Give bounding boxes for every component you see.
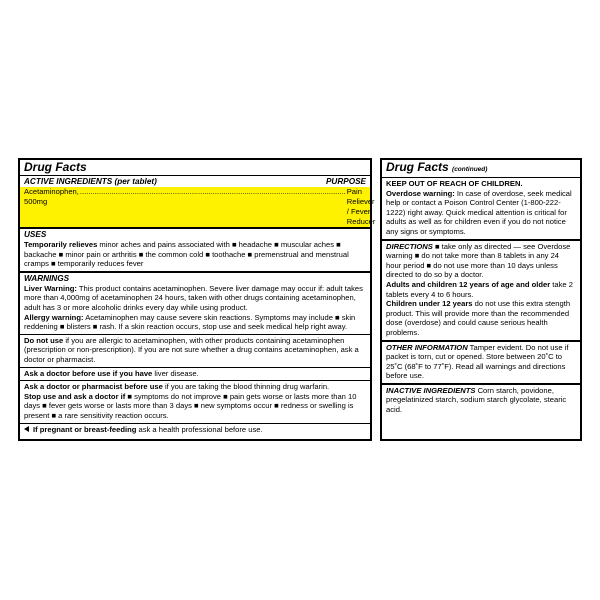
inactive-ingredients-section: INACTIVE INGREDIENTS Corn starch, povidone, pregelatinized starch, sodium starch glycolate, stearic acid.: [386, 385, 567, 415]
adults-directions: Adults and children 12 years of age and older take 2 tablets every 4 to 6 hours.: [386, 279, 573, 299]
children-directions: Children under 12 years do not use this extra stength product. This will provide more than the recommended dose (overdose) and could cause serious health problems.: [386, 299, 571, 337]
ask-doctor-section: Ask a doctor before use if you have liver disease.: [20, 368, 370, 382]
ask-pharmacist-section: Ask a doctor or pharmacist before use if you are taking the blood thinning drug warfarin. Stop use and ask a doctor if ■ symptoms do not improve ■ pain gets worse or lasts more than 10 days ■ fever gets worse or lasts more than 3 days ■ new symptoms occur ■ redness or swelling is present ■ a rare sensitivity reaction occurs.: [20, 381, 370, 423]
drug-facts-continued-panel: [380, 158, 582, 441]
overdose-warning: Overdose warning: In case of overdose, seek medical help or contact a Poison Control Center (1-800-222-1222) right away. Quick medical attention is critical for adults as well as for children even if you do not notice any signs or symptoms.: [386, 188, 572, 236]
panel-title: Drug Facts: [20, 160, 370, 176]
ingredient-row: [20, 187, 376, 229]
leader-dots: ..............................................................................................................................: [79, 187, 346, 196]
purpose-label: PURPOSE: [325, 177, 366, 186]
directions-section: DIRECTIONS ■ take only as directed — see Overdose warning ■ do not take more than 8 tablets in any 24 hour period ■ do not use more than 10 days unless directed to do so by a doctor. Adults and children 12 years of age and older take 2 tablets every 4 to 6 hours. Children under 12 years do not use this extra stength product. This will provide more than the recommended dose (overdose) and could cause serious health problems.: [382, 241, 580, 342]
ingredient-purpose: Pain Reliever / Fever Reducer: [346, 187, 376, 226]
keep-out-section: KEEP OUT OF REACH OF CHILDREN. Overdose warning: In case of overdose, seek medical help or contact a Poison Control Center (1-800-222-1222) right away. Quick medical attention is critical for adults as well as for children even if you do not notice any signs or symptoms.: [382, 178, 580, 241]
pregnancy-section: If pregnant or breast-feeding ask a health professional before use.: [20, 424, 370, 437]
active-ingredients-label: ACTIVE INGREDIENTS (per tablet): [24, 177, 157, 186]
uses-heading: USES: [24, 230, 47, 239]
do-not-use-section: Do not use if you are allergic to acetaminophen, with other products containing acetaminophen (prescription or non-prescription). If you are not sure whether a drug contains acetaminophen, ask a doctor or pharmacist.: [20, 335, 370, 368]
active-ingredients-header: [20, 176, 370, 187]
drug-facts-panel: [18, 158, 376, 441]
warnings-section: [20, 273, 370, 335]
stop-use-text: Stop use and ask a doctor if ■ symptoms do not improve ■ pain gets worse or lasts more than 10 days ■ fever gets worse or lasts more than 3 days ■ new symptoms occur ■ redness or swelling is present ■ a rare sensitivity reaction occurs.: [24, 391, 357, 420]
ingredient-name: Acetaminophen, 500mg: [24, 187, 79, 206]
warnings-heading: WARNINGS: [24, 273, 70, 283]
other-information-section: OTHER INFORMATION Tamper evident. Do not use if packet is torn, cut or opened. Store between 20˚C to 25˚C (68˚F to 77˚F). Read all warnings and directions before use.: [382, 342, 580, 385]
allergy-warning: Allergy warning: Acetaminophen may cause severe skin reactions. Symptoms may include ■ skin reddening ■ blisters ■ rash. If a skin reaction occurs, stop use and seek medical help right away.: [24, 312, 356, 332]
arrow-left-icon: [24, 426, 29, 432]
uses-section: [20, 229, 370, 273]
liver-warning: Liver Warning: This product contains acetaminophen. Severe liver damage may occur if: adult takes more than 4,000mg of acetaminophen 24 hours, taken with other drugs containing acetaminophen, adult has 3 or more alcoholic drinks every day while using product.: [24, 283, 363, 312]
panel-title: Drug Facts (continued): [382, 160, 580, 178]
uses-text: Temporarily relieves minor aches and pains associated with ■ headache ■ muscular aches ■ backache ■ minor pain or arthritis ■ the common cold ■ toothache ■ premenstrual and menstrual cramps ■ temporarily reduces fever: [24, 240, 349, 269]
